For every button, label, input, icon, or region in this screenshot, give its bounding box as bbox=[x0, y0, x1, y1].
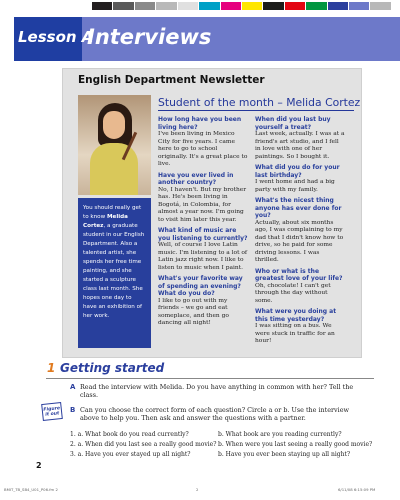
answer: No, I haven't. But my brother has. He's been living in Bogotá, in Colombia, for almost a year now. I'm going to visit him later this year. bbox=[158, 186, 247, 223]
answer: I went home and had a big party with my family. bbox=[255, 179, 335, 193]
heading-rule bbox=[158, 110, 354, 111]
section-rule bbox=[46, 378, 374, 379]
task-a-text: Read the interview with Melida. Do you have anything in common with her? Tell the class. bbox=[80, 383, 354, 399]
photo-face bbox=[103, 111, 125, 139]
interview-column-right bbox=[255, 116, 345, 349]
color-swatch bbox=[349, 2, 370, 10]
print-slug-page: 2 bbox=[196, 487, 199, 492]
student-photo bbox=[78, 95, 151, 195]
task-b-text: Can you choose the correct form of each question? Circle a or b. Use the interview above to help you. Then ask and answer the questions with a partner. bbox=[80, 406, 349, 422]
question: What kind of music are you listening to currently? bbox=[158, 227, 248, 242]
figure-tag-line2: it out bbox=[45, 410, 60, 418]
color-swatch bbox=[285, 2, 306, 10]
answer: Actually, about six months ago, I was complaining to my dad that I didn't know how to drive, so he paid for some driving lessons. I was thrilled. bbox=[255, 219, 344, 263]
option-3a: 3. a. Have you ever stayed up all night? bbox=[70, 451, 191, 458]
answer: I've been living in Mexico City for five years. I came here to go to school originally. It's a great place to live. bbox=[158, 131, 248, 167]
lesson-label: Lesson A bbox=[18, 28, 94, 46]
color-swatch bbox=[263, 2, 284, 10]
print-slug-file: BMIT_TB_SB4_U01_P06.fm 2 bbox=[4, 487, 58, 492]
qa-item bbox=[255, 197, 345, 265]
question: What were you doing at this time yesterday? bbox=[255, 308, 337, 323]
color-swatch bbox=[199, 2, 220, 10]
student-of-month-heading: Student of the month – Melida Cortez bbox=[158, 96, 361, 109]
option-2b: b. When were you last seeing a really good movie? bbox=[218, 441, 373, 448]
color-swatch bbox=[221, 2, 242, 10]
print-slug-date: 6/11/08 6:15:09 PM bbox=[338, 487, 376, 492]
lesson-title: Interviews bbox=[87, 25, 212, 49]
student-intro-box bbox=[78, 198, 151, 348]
answer: Well, of course I love Latin music. I'm listening to a lot of Latin jazz right now. I like to listen to music when I paint. bbox=[158, 242, 248, 271]
page-number: 2 bbox=[36, 461, 42, 470]
qa-item bbox=[255, 164, 345, 194]
answer: I was sitting on a bus. We were stuck in traffic for an hour! bbox=[255, 323, 335, 344]
question: When did you last buy yourself a treat? bbox=[255, 116, 331, 131]
qa-item bbox=[158, 227, 248, 272]
task-a-letter: A bbox=[70, 383, 76, 391]
newsletter-title: English Department Newsletter bbox=[78, 74, 265, 86]
qa-item bbox=[158, 116, 248, 169]
color-swatch bbox=[178, 2, 199, 10]
color-registration-bar bbox=[92, 2, 392, 10]
qa-item bbox=[255, 268, 345, 306]
option-1b: b. What book are you reading currently? bbox=[218, 431, 342, 438]
section-number: 1 bbox=[47, 361, 56, 375]
question: What did you do for your last birthday? bbox=[255, 164, 340, 179]
qa-item bbox=[255, 308, 345, 346]
color-swatch bbox=[92, 2, 113, 10]
qa-item bbox=[158, 275, 248, 328]
answer: Oh, chocolate! I can't get through the day without some. bbox=[255, 282, 331, 304]
color-swatch bbox=[156, 2, 177, 10]
student-name: Melida Cortez bbox=[83, 214, 128, 229]
section-title: Getting started bbox=[60, 361, 165, 375]
option-2a: 2. a. When did you last see a really good movie? bbox=[70, 441, 217, 448]
color-swatch bbox=[370, 2, 391, 10]
color-swatch bbox=[135, 2, 156, 10]
question: Have you ever lived in another country? bbox=[158, 171, 234, 186]
question: What's the nicest thing anyone has ever done for you? bbox=[255, 197, 342, 219]
color-swatch bbox=[242, 2, 263, 10]
interview-column-left bbox=[158, 116, 248, 331]
qa-item bbox=[255, 116, 345, 161]
option-1a: 1. a. What book do you read currently? bbox=[70, 431, 189, 438]
question: How long have you been living here? bbox=[158, 116, 242, 131]
question: Who or what is the greatest love of your life? bbox=[255, 267, 343, 282]
answer: I like to go out with my friends – we go and eat someplace, and then go dancing all night! bbox=[158, 297, 229, 326]
task-b-letter: B bbox=[70, 406, 76, 414]
color-swatch bbox=[306, 2, 327, 10]
option-3b: b. Have you ever been staying up all night? bbox=[218, 451, 351, 458]
figure-it-out-tag bbox=[41, 402, 63, 421]
photo-body bbox=[90, 143, 138, 195]
color-swatch bbox=[113, 2, 134, 10]
figure-tag-line1: Figure bbox=[43, 405, 61, 413]
answer: Last week, actually. I was at a friend's art studio, and I fell in love with one of her paintings. So I bought it. bbox=[255, 131, 345, 160]
question: What's your favorite way of spending an evening? What do you do? bbox=[158, 275, 243, 297]
student-intro-text: You should really get to know Melida Cortez, a graduate student in our English Department. Also a talented artist, she spends her free time painting, and she started a sculpture class last month. She hopes one day to have an exhibition of her work. bbox=[83, 205, 145, 319]
qa-item bbox=[158, 172, 248, 225]
color-swatch bbox=[328, 2, 349, 10]
